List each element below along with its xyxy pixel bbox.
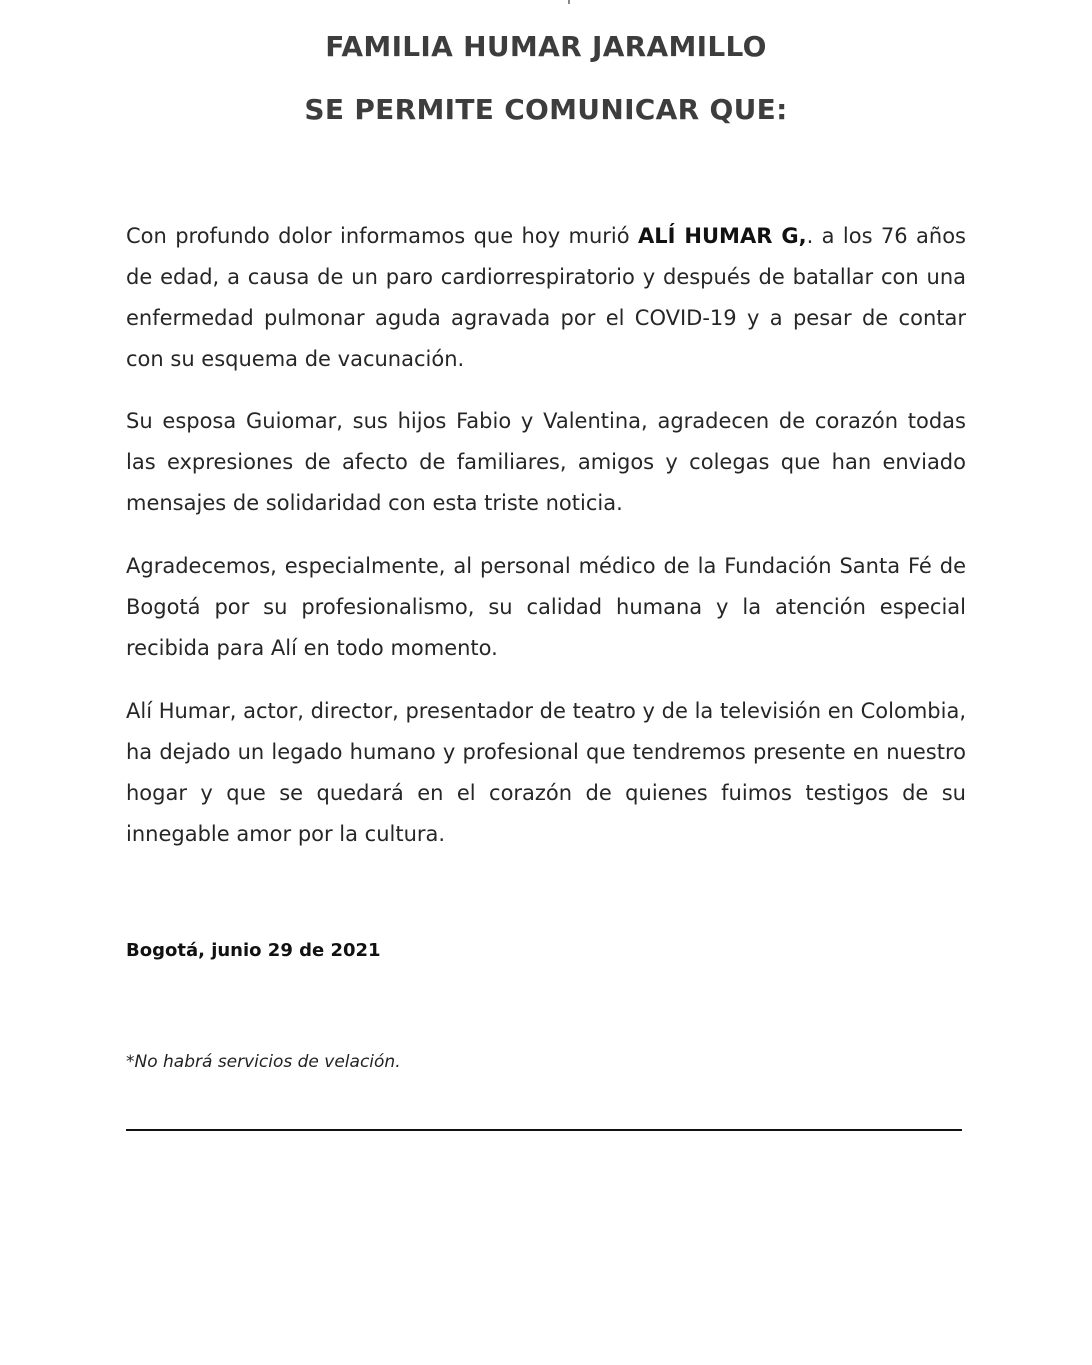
place-and-date: Bogotá, junio 29 de 2021	[126, 940, 381, 961]
top-edge-mark	[568, 0, 570, 4]
deceased-name: ALÍ HUMAR G,	[637, 224, 807, 248]
paragraph-medical-thanks: Agradecemos, especialmente, al personal médico de la Fundación Santa Fé de Bogotá por su profesionalismo, su calidad humana y la atención especial recibida para Alí en todo momento.	[126, 554, 966, 660]
signature-divider	[126, 1129, 962, 1131]
paragraph-family-thanks: Su esposa Guiomar, sus hijos Fabio y Valentina, agradecen de corazón todas las expresiones de afecto de familiares, amigos y colegas que han enviado mensajes de solidaridad con esta triste noticia.	[126, 409, 966, 515]
paragraph-legacy: Alí Humar, actor, director, presentador de teatro y de la televisión en Colombia, ha dejado un legado humano y profesional que tendremos presente en nuestro hogar y que se quedará en el corazón de quienes fuimos testigos de su innegable amor por la cultura.	[126, 699, 966, 846]
paragraph-text: Con profundo dolor informamos que hoy murió	[126, 224, 638, 248]
announcement-subtitle: SE PERMITE COMUNICAR QUE:	[304, 93, 788, 126]
footnote: *No habrá servicios de velación.	[126, 1052, 401, 1072]
paragraph-death-notice	[126, 216, 966, 380]
family-title: FAMILIA HUMAR JARAMILLO	[325, 30, 767, 63]
paragraph-text: . a los 76 años de edad, a causa de un paro cardiorrespiratorio y después de batallar con una enfermedad pulmonar aguda agravada por el COVID-19 y a pesar de contar con su esquema de vacunación.	[126, 224, 966, 371]
